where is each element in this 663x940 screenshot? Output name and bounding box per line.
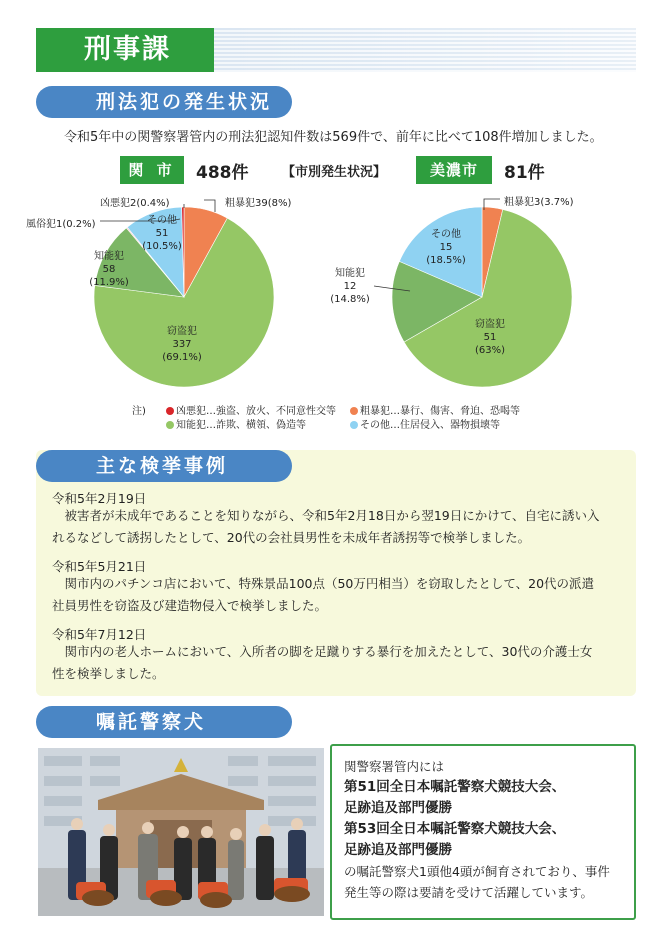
legend-item-violent: 凶悪犯…強盗、放火、不同意性交等: [166, 402, 336, 417]
label-mino-intel: 知能犯 12 (14.8%): [330, 268, 370, 305]
section-title-crime: 刑法犯の発生状況: [36, 86, 292, 118]
city-count-seki: 488件: [196, 163, 249, 183]
legend-note: 注): [132, 406, 146, 417]
case-date-1: 令和5年2月19日: [52, 491, 147, 506]
city-count-mino: 81件: [504, 163, 545, 183]
city-tag-mino: 美濃市: [416, 156, 492, 184]
dogs-line-6: の嘱託警察犬1頭他4頭が飼育されており、事件: [344, 864, 610, 879]
label-seki-violent: 凶悪犯2(0.4%): [100, 198, 170, 209]
label-seki-other: その他 51 (10.5%): [142, 215, 182, 252]
legend-dot: [350, 421, 358, 429]
dogs-line-1: 関警察署管内には: [344, 759, 445, 774]
label-seki-morals: 風俗犯1(0.2%): [26, 219, 96, 230]
section-title-cases: 主な検挙事例: [36, 450, 292, 482]
legend-item-rough: 粗暴犯…暴行、傷害、脅迫、恐喝等: [350, 402, 520, 417]
label-seki-theft: 窃盗犯 337 (69.1%): [162, 326, 202, 363]
police-dogs-photo: [38, 748, 324, 916]
label-mino-theft: 窃盗犯 51 (63%): [474, 319, 506, 356]
case-date-3: 令和5年7月12日: [52, 627, 147, 642]
city-tag-seki: 関 市: [120, 156, 184, 184]
police-dogs-info-box: [330, 744, 636, 920]
label-seki-intel: 知能犯 58 (11.9%): [89, 251, 129, 288]
dogs-line-4: 第53回全日本嘱託警察犬競技大会、: [344, 821, 566, 837]
dogs-line-7: 発生等の際は要請を受けて活躍しています。: [344, 885, 594, 900]
dogs-line-5: 足跡追及部門優勝: [344, 842, 452, 858]
label-seki-rough: 粗暴犯39(8%): [225, 198, 292, 209]
dogs-line-3: 足跡追及部門優勝: [344, 800, 452, 816]
case-body-2: 関市内のパチンコ店において、特殊景品100点（50万円相当）を窃取したとして、20代の派遣 社員男性を窃盗及び建造物侵入で検挙しました。: [52, 576, 595, 613]
department-title: 刑事課: [36, 28, 214, 72]
legend-item-intel: 知能犯…詐欺、横領、偽造等: [166, 416, 306, 431]
case-date-2: 令和5年5月21日: [52, 559, 147, 574]
case-body-3: 関市内の老人ホームにおいて、入所者の脚を足蹴りする暴行を加えたとして、30代の介護士女 性を検挙しました。: [52, 644, 593, 681]
label-mino-other: その他 15 (18.5%): [426, 229, 466, 266]
legend-item-other: その他…住居侵入、器物損壊等: [350, 416, 500, 431]
label-mino-rough: 粗暴犯3(3.7%): [504, 197, 574, 208]
crime-intro-text: 令和5年中の関警察署管内の刑法犯認知件数は569件で、前年に比べて108件増加しました。: [64, 130, 603, 145]
dogs-line-2: 第51回全日本嘱託警察犬競技大会、: [344, 779, 566, 795]
legend-dot: [166, 421, 174, 429]
legend-dot: [350, 407, 358, 415]
city-breakdown-subtitle: 【市別発生状況】: [282, 165, 387, 180]
legend-dot: [166, 407, 174, 415]
section-title-dogs: 嘱託警察犬: [36, 706, 292, 738]
case-body-1: 被害者が未成年であることを知りながら、令和5年2月18日から翌19日にかけて、自宅に誘い入 れるなどして誘拐したとして、20代の会社員男性を未成年者誘拐等で検挙しました。: [52, 508, 600, 545]
